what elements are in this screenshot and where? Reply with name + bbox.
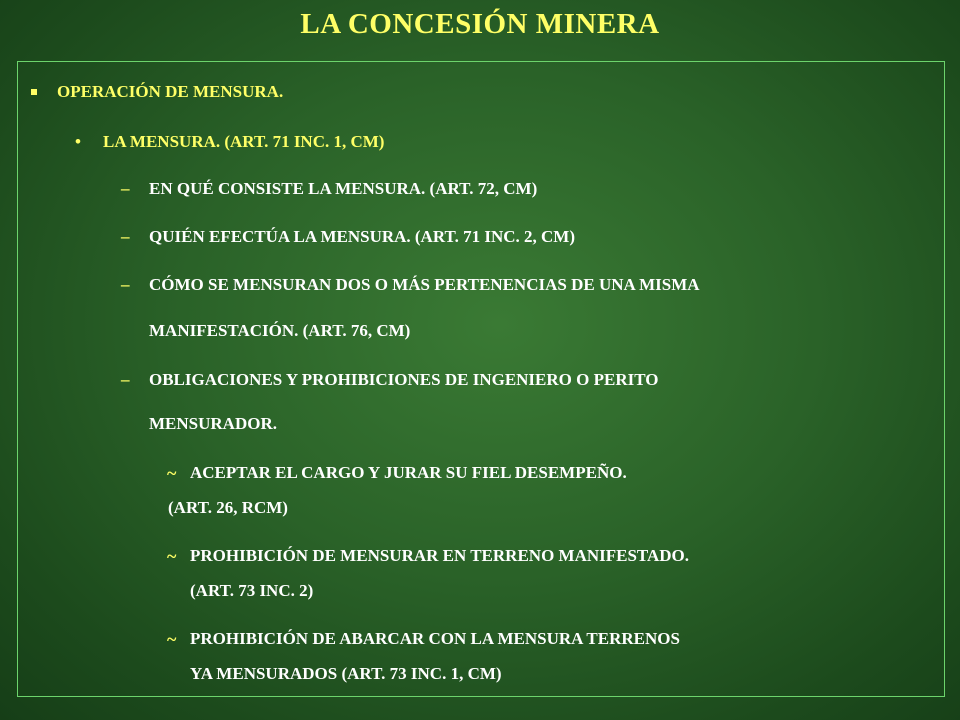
square-bullet-icon	[31, 89, 37, 95]
subitem-prohibicion-abarcar-line2: YA MENSURADOS (ART. 73 INC. 1, CM)	[190, 664, 502, 683]
item-obligaciones-line2: MENSURADOR.	[149, 414, 277, 433]
item-obligaciones-line1: OBLIGACIONES Y PROHIBICIONES DE INGENIERO O PERITO	[149, 370, 659, 389]
subitem-prohibicion-abarcar-line1: PROHIBICIÓN DE ABARCAR CON LA MENSURA TERRENOS	[190, 629, 680, 648]
tilde-bullet: ~	[167, 629, 177, 649]
tilde-bullet: ~	[167, 463, 177, 483]
item-quien-efectua: QUIÉN EFECTÚA LA MENSURA. (ART. 71 INC. 2, CM)	[149, 227, 575, 246]
dash-bullet: –	[121, 275, 130, 294]
subitem-aceptar-cargo-line1: ACEPTAR EL CARGO Y JURAR SU FIEL DESEMPEÑO.	[190, 463, 627, 482]
subitem-prohibicion-terreno-line1: PROHIBICIÓN DE MENSURAR EN TERRENO MANIFESTADO.	[190, 546, 690, 565]
slide-title: LA CONCESIÓN MINERA	[300, 8, 660, 40]
dot-bullet-icon: •	[75, 132, 81, 151]
subheading-la-mensura: LA MENSURA. (ART. 71 INC. 1, CM)	[103, 132, 385, 151]
tilde-bullet: ~	[167, 546, 177, 566]
dash-bullet: –	[121, 227, 130, 246]
subitem-prohibicion-terreno-line2: (ART. 73 INC. 2)	[190, 581, 314, 600]
subitem-aceptar-cargo-line2: (ART. 26, RCM)	[168, 498, 288, 517]
heading-operacion-mensura: OPERACIÓN DE MENSURA.	[57, 82, 284, 101]
dash-bullet: –	[121, 179, 130, 198]
item-como-se-mensuran-line1: CÓMO SE MENSURAN DOS O MÁS PERTENENCIAS DE UNA MISMA	[149, 275, 700, 294]
item-en-que-consiste: EN QUÉ CONSISTE LA MENSURA. (ART. 72, CM)	[149, 179, 538, 198]
dash-bullet: –	[121, 370, 130, 389]
item-como-se-mensuran-line2: MANIFESTACIÓN. (ART. 76, CM)	[149, 321, 411, 340]
